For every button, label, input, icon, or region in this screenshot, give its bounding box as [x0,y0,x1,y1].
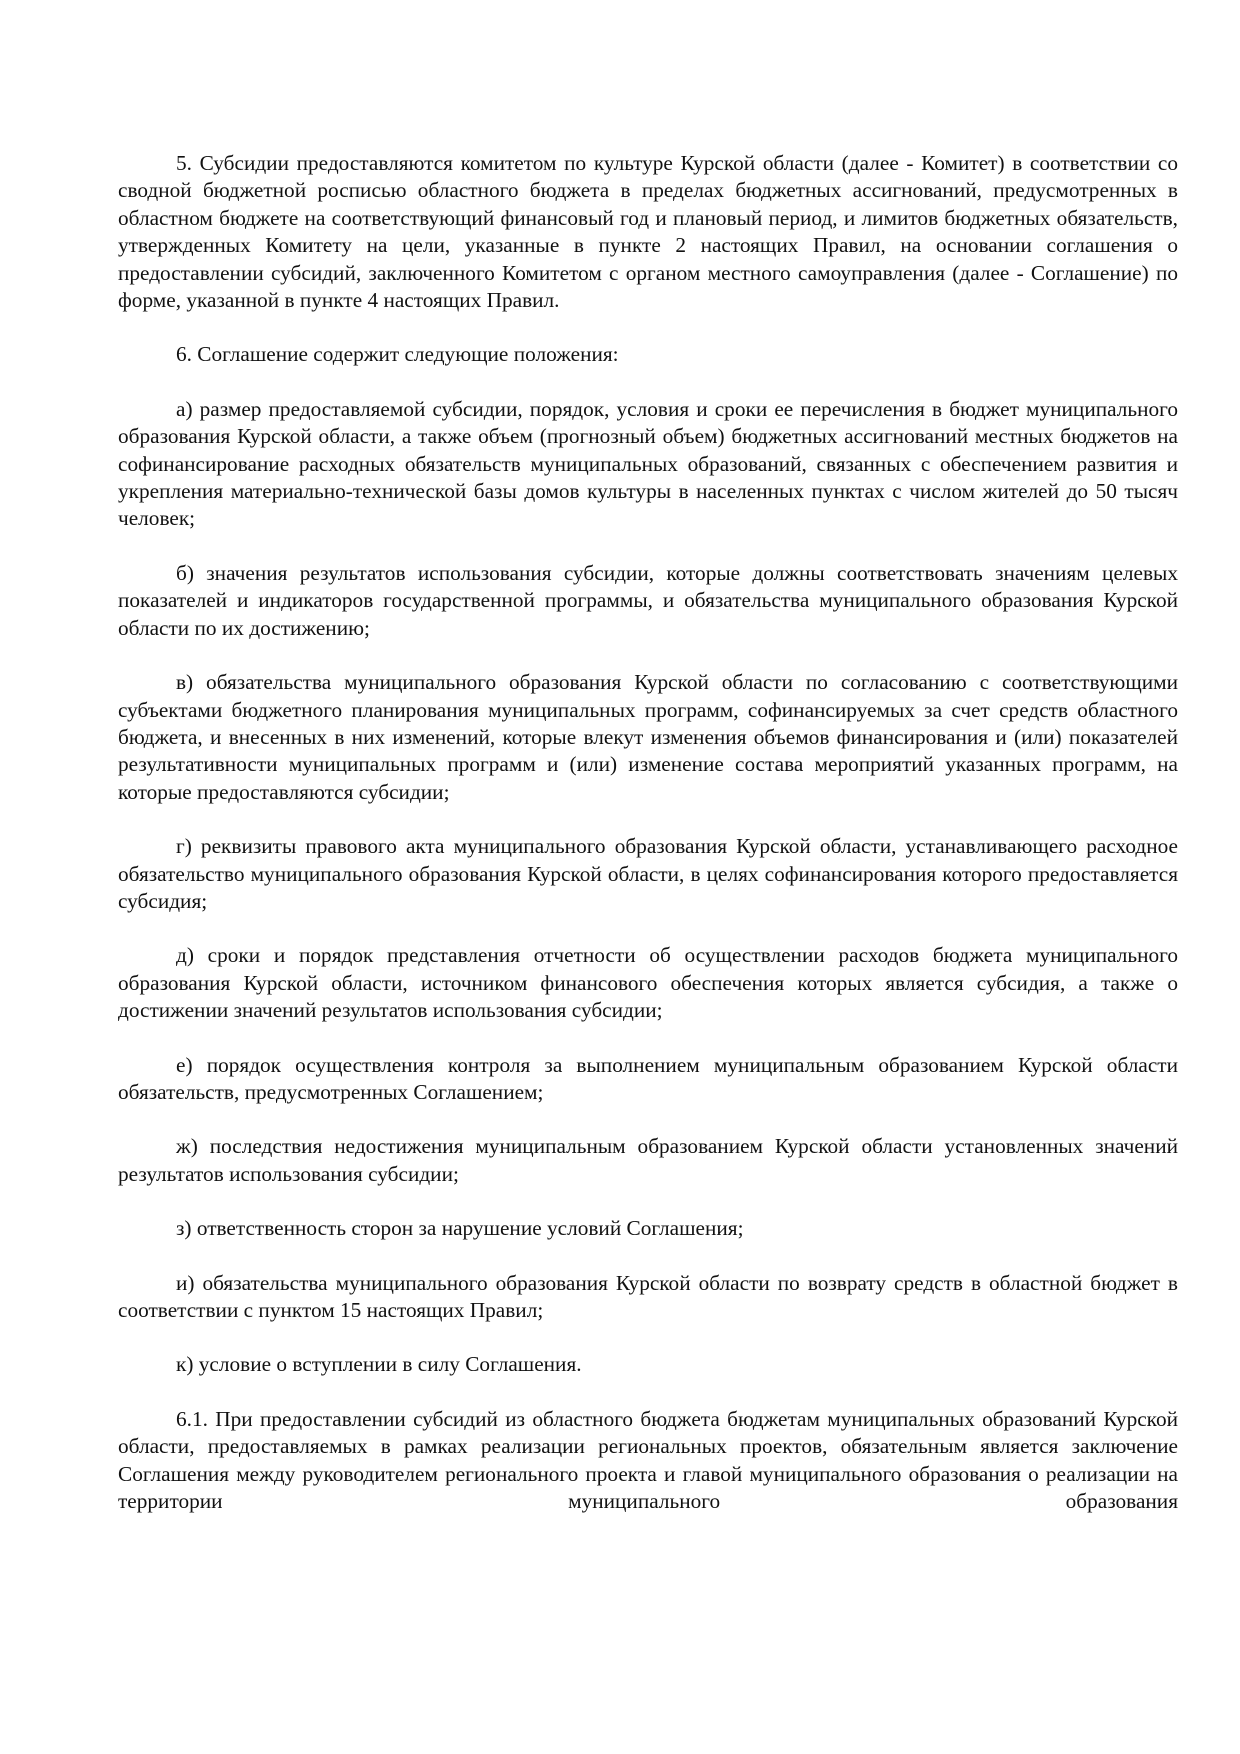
paragraph-6-a: а) размер предоставляемой субсидии, порядок, условия и сроки ее перечисления в бюджет муниципального образования Курской области, а также объем (прогнозный объем) бюджетных ассигнований местных бюджетов на софинансирование расходных обязательств муниципальных образований, связанных с обеспечением развития и укрепления материально-технической базы домов культуры в населенных пунктах с числом жителей до 50 тысяч человек; [118,396,1178,531]
paragraph-5: 5. Субсидии предоставляются комитетом по культуре Курской области (далее - Комитет) в соответствии со сводной бюджетной росписью областного бюджета в пределах бюджетных ассигнований, предусмотренных в областном бюджете на соответствующий финансовый год и плановый период, и лимитов бюджетных обязательств, утвержденных Комитету на цели, указанные в пункте 2 настоящих Правил, на основании соглашения о предоставлении субсидий, заключенного Комитетом с органом местного самоуправления (далее - Соглашение) по форме, указанной в пункте 4 настоящих Правил. [118,151,1178,313]
paragraph-6: 6. Соглашение содержит следующие положения: [176,342,619,367]
paragraph-6-e: е) порядок осуществления контроля за выполнением муниципальным образованием Курской области обязательств, предусмотренных Соглашением; [118,1052,1178,1104]
paragraph-6-g: г) реквизиты правового акта муниципального образования Курской области, устанавливающего расходное обязательство муниципального образования Курской области, в целях софинансирования которого предоставляется субсидия; [118,834,1178,913]
paragraph-6-v: в) обязательства муниципального образования Курской области по согласованию с соответствующими субъектами бюджетного планирования муниципальных программ, софинансируемых за счет средств областного бюджета, и внесенных в них изменений, которые влекут изменения объемов финансирования и (или) показателей результативности муниципальных программ и (или) изменение состава мероприятий указанных программ, на которые предоставляются субсидии; [118,670,1178,804]
paragraph-6-d: д) сроки и порядок представления отчетности об осуществлении расходов бюджета муниципального образования Курской области, источником финансового обеспечения которых является субсидия, а также о достижении значений результатов использования субсидии; [118,943,1178,1023]
paragraph-6-zh: ж) последствия недостижения муниципальным образованием Курской области установленных значений результатов использования субсидии; [118,1134,1178,1186]
paragraph-6-z: з) ответственность сторон за нарушение условий Соглашения; [176,1216,744,1241]
paragraph-6-1: 6.1. При предоставлении субсидий из областного бюджета бюджетам муниципальных образований Курской области, предоставляемых в рамках реализации региональных проектов, обязательным является заключение Соглашения между руководителем регионального проекта и главой муниципального образования о реализации на территории муниципального образования [118,1406,1178,1514]
paragraph-6-i: и) обязательства муниципального образования Курской области по возврату средств в областной бюджет в соответствии с пунктом 15 настоящих Правил; [118,1270,1178,1322]
paragraph-6-k: к) условие о вступлении в силу Соглашения. [176,1352,582,1377]
document-page [118,150,1178,1542]
paragraph-6-b: б) значения результатов использования субсидии, которые должны соответствовать значениям целевых показателей и индикаторов государственной программы, и обязательства муниципального образования Курской области по их достижению; [118,560,1178,640]
